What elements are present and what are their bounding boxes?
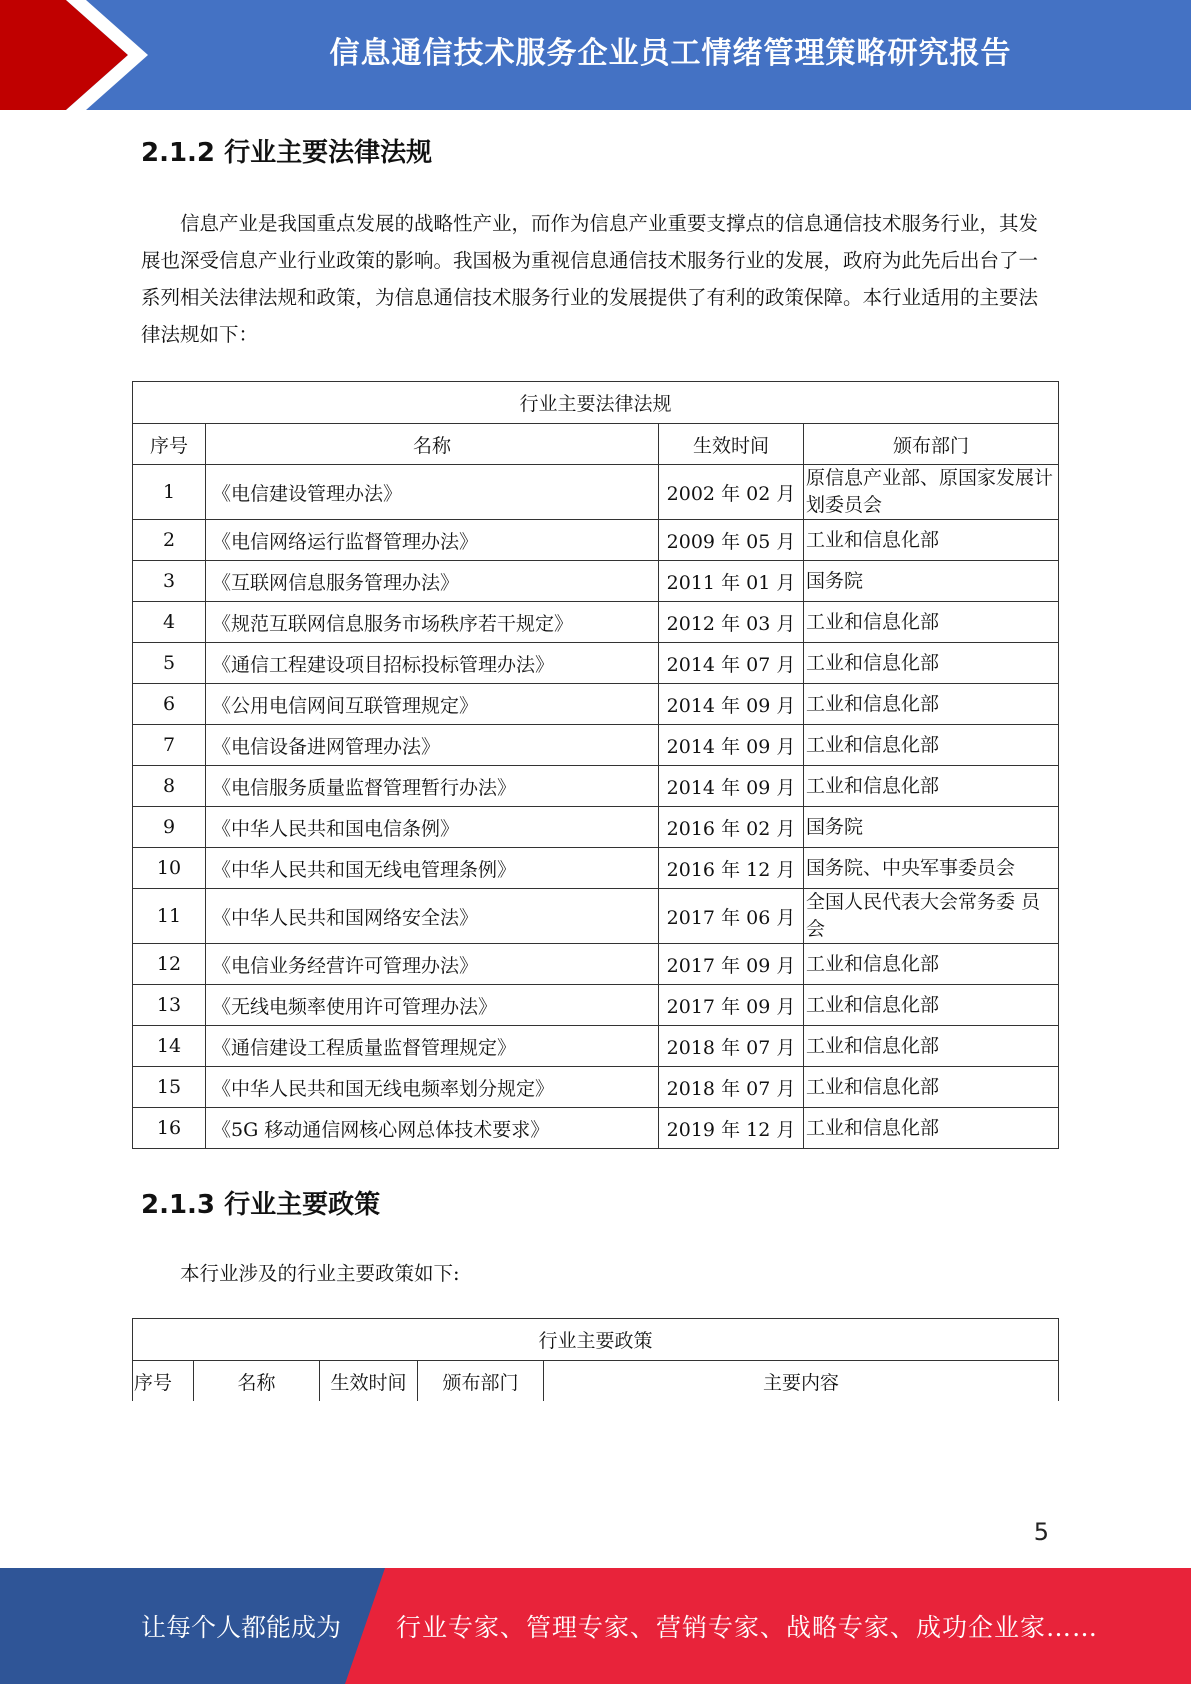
- policies-table-caption: 行业主要政策: [133, 1319, 1059, 1361]
- laws-cell-name: 《公用电信网间互联管理规定》: [206, 684, 659, 725]
- policies-header-no: 序号: [133, 1361, 194, 1402]
- table-row: [133, 807, 1059, 848]
- laws-cell-date: 2016 年 02 月: [659, 807, 804, 848]
- table-row: [133, 889, 1059, 944]
- table-row: [133, 725, 1059, 766]
- laws-cell-date: 2014 年 09 月: [659, 725, 804, 766]
- laws-cell-name: 《5G 移动通信网核心网总体技术要求》: [206, 1108, 659, 1149]
- table-row: [133, 602, 1059, 643]
- laws-table-caption: 行业主要法律法规: [133, 382, 1059, 424]
- laws-cell-no: 13: [133, 985, 206, 1026]
- laws-cell-name: 《电信建设管理办法》: [206, 465, 659, 520]
- section-paragraph-laws: 信息产业是我国重点发展的战略性产业，而作为信息产业重要支撑点的信息通信技术服务行业，其发展也深受信息产业行业政策的影响。我国极为重视信息通信技术服务行业的发展，政府为此先后出台了一系列相关法律法规和政策，为信息通信技术服务行业的发展提供了有利的政策保障。本行业适用的主要法律法规如下：: [141, 212, 1039, 346]
- page-footer: [0, 1568, 1191, 1684]
- laws-cell-name: 《中华人民共和国无线电频率划分规定》: [206, 1067, 659, 1108]
- laws-cell-name: 《电信服务质量监督管理暂行办法》: [206, 766, 659, 807]
- laws-cell-no: 10: [133, 848, 206, 889]
- laws-cell-dept: 国务院、中央军事委员会: [804, 848, 1059, 889]
- laws-cell-no: 8: [133, 766, 206, 807]
- laws-cell-name: 《规范互联网信息服务市场秩序若干规定》: [206, 602, 659, 643]
- laws-cell-no: 16: [133, 1108, 206, 1149]
- laws-header-no: 序号: [133, 424, 206, 465]
- policies-header-dept: 颁布部门: [418, 1361, 544, 1402]
- header-chevron-icon: [0, 0, 160, 110]
- laws-cell-dept: 工业和信息化部: [804, 766, 1059, 807]
- policies-header-content: 主要内容: [544, 1361, 1059, 1402]
- laws-cell-date: 2017 年 09 月: [659, 985, 804, 1026]
- laws-header-date: 生效时间: [659, 424, 804, 465]
- laws-cell-date: 2017 年 09 月: [659, 944, 804, 985]
- section-heading-laws: 2.1.2 行业主要法律法规: [141, 138, 433, 168]
- laws-cell-no: 4: [133, 602, 206, 643]
- laws-cell-dept: 工业和信息化部: [804, 944, 1059, 985]
- laws-cell-no: 7: [133, 725, 206, 766]
- laws-cell-date: 2009 年 05 月: [659, 520, 804, 561]
- laws-cell-dept: 工业和信息化部: [804, 602, 1059, 643]
- table-row: [133, 1108, 1059, 1149]
- laws-cell-no: 14: [133, 1026, 206, 1067]
- laws-cell-no: 2: [133, 520, 206, 561]
- laws-cell-date: 2016 年 12 月: [659, 848, 804, 889]
- laws-cell-no: 5: [133, 643, 206, 684]
- policies-header-date: 生效时间: [320, 1361, 418, 1402]
- laws-cell-date: 2012 年 03 月: [659, 602, 804, 643]
- footer-slogan-right: 行业专家、管理专家、营销专家、战略专家、成功企业家……: [396, 1613, 1099, 1642]
- laws-cell-no: 12: [133, 944, 206, 985]
- laws-cell-name: 《中华人民共和国无线电管理条例》: [206, 848, 659, 889]
- footer-slogan-left: 让每个人都能成为: [141, 1613, 342, 1642]
- laws-cell-dept: 工业和信息化部: [804, 1067, 1059, 1108]
- laws-cell-date: 2011 年 01 月: [659, 561, 804, 602]
- laws-cell-no: 9: [133, 807, 206, 848]
- laws-cell-name: 《中华人民共和国网络安全法》: [206, 889, 659, 944]
- laws-cell-no: 15: [133, 1067, 206, 1108]
- table-row: [133, 1067, 1059, 1108]
- laws-header-name: 名称: [206, 424, 659, 465]
- table-row: [133, 766, 1059, 807]
- laws-cell-date: 2014 年 07 月: [659, 643, 804, 684]
- table-row: [133, 684, 1059, 725]
- table-row: [133, 561, 1059, 602]
- laws-cell-name: 《通信工程建设项目招标投标管理办法》: [206, 643, 659, 684]
- laws-cell-no: 6: [133, 684, 206, 725]
- page-header: [0, 0, 1191, 110]
- laws-cell-name: 《电信网络运行监督管理办法》: [206, 520, 659, 561]
- laws-cell-dept: 全国人民代表大会常务委 员会: [804, 889, 1059, 944]
- laws-cell-dept: 工业和信息化部: [804, 684, 1059, 725]
- laws-cell-name: 《电信业务经营许可管理办法》: [206, 944, 659, 985]
- table-row: [133, 848, 1059, 889]
- table-row: [133, 944, 1059, 985]
- laws-cell-no: 3: [133, 561, 206, 602]
- laws-cell-dept: 工业和信息化部: [804, 725, 1059, 766]
- laws-cell-dept: 工业和信息化部: [804, 1026, 1059, 1067]
- laws-cell-name: 《通信建设工程质量监督管理规定》: [206, 1026, 659, 1067]
- laws-cell-date: 2018 年 07 月: [659, 1067, 804, 1108]
- laws-cell-name: 《中华人民共和国电信条例》: [206, 807, 659, 848]
- table-row: [133, 1026, 1059, 1067]
- table-row: [133, 465, 1059, 520]
- laws-cell-dept: 工业和信息化部: [804, 643, 1059, 684]
- laws-cell-date: 2017 年 06 月: [659, 889, 804, 944]
- policies-table: [132, 1318, 1059, 1401]
- laws-cell-dept: 原信息产业部、原国家发展计划委员会: [804, 465, 1059, 520]
- table-row: [133, 643, 1059, 684]
- laws-cell-dept: 工业和信息化部: [804, 985, 1059, 1026]
- laws-cell-name: 《无线电频率使用许可管理办法》: [206, 985, 659, 1026]
- laws-cell-date: 2018 年 07 月: [659, 1026, 804, 1067]
- laws-cell-date: 2014 年 09 月: [659, 766, 804, 807]
- laws-header-dept: 颁布部门: [804, 424, 1059, 465]
- section-heading-policies: 2.1.3 行业主要政策: [141, 1190, 381, 1220]
- laws-cell-dept: 国务院: [804, 807, 1059, 848]
- page-number: 5: [1033, 1518, 1049, 1546]
- laws-cell-dept: 国务院: [804, 561, 1059, 602]
- laws-cell-dept: 工业和信息化部: [804, 1108, 1059, 1149]
- laws-table: [132, 381, 1059, 1149]
- laws-cell-name: 《电信设备进网管理办法》: [206, 725, 659, 766]
- laws-cell-date: 2002 年 02 月: [659, 465, 804, 520]
- laws-cell-dept: 工业和信息化部: [804, 520, 1059, 561]
- policies-header-name: 名称: [194, 1361, 320, 1402]
- report-title: 信息通信技术服务企业员工情绪管理策略研究报告: [329, 36, 1012, 71]
- laws-cell-date: 2019 年 12 月: [659, 1108, 804, 1149]
- laws-cell-no: 1: [133, 465, 206, 520]
- table-row: [133, 520, 1059, 561]
- laws-cell-no: 11: [133, 889, 206, 944]
- laws-cell-date: 2014 年 09 月: [659, 684, 804, 725]
- laws-cell-name: 《互联网信息服务管理办法》: [206, 561, 659, 602]
- table-row: [133, 985, 1059, 1026]
- section-paragraph-policies: 本行业涉及的行业主要政策如下:: [180, 1262, 460, 1285]
